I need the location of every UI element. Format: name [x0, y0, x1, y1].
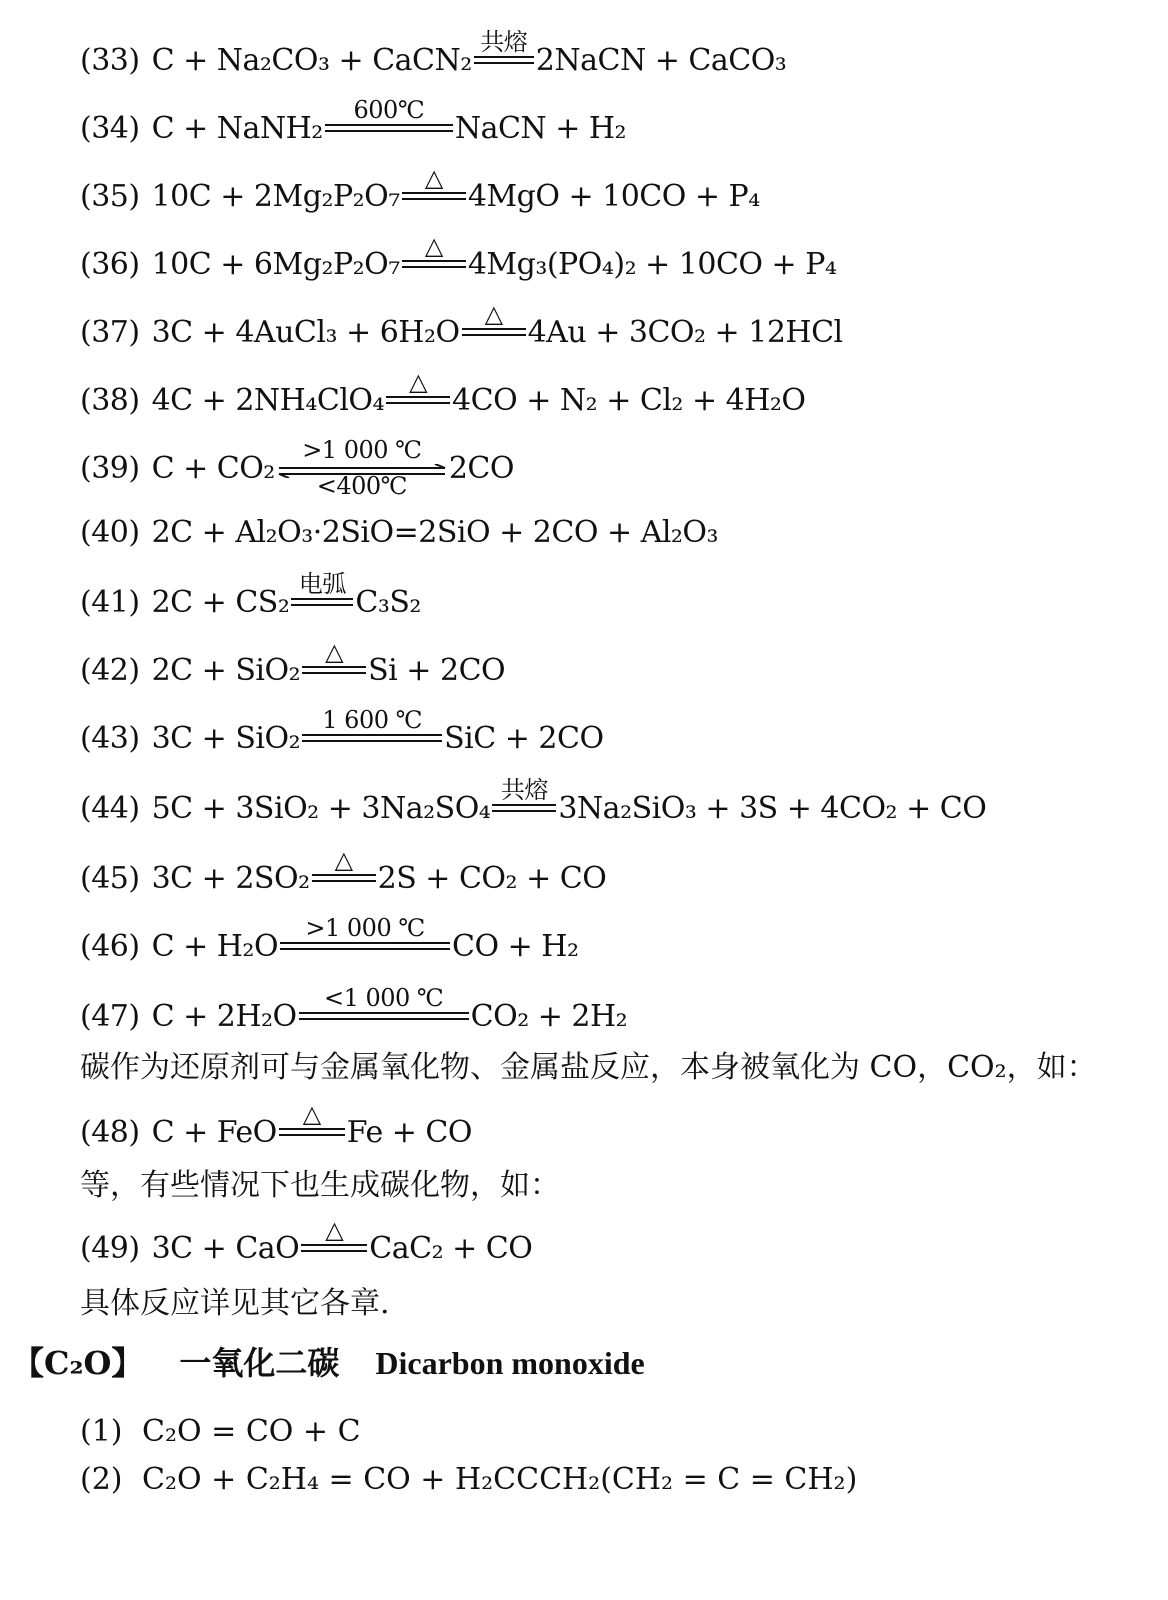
products: SiC + 2CO	[444, 720, 604, 756]
reaction-arrow	[302, 640, 366, 700]
products: 4Au + 3CO₂ + 12HCl	[527, 314, 843, 350]
reaction-number: (2)	[80, 1462, 123, 1497]
reaction-condition: △	[424, 164, 443, 192]
paragraph-reducing-agent: 碳作为还原剂可与金属氧化物、金属盐反应，本身被氧化为 CO，CO₂，如：	[80, 1050, 1097, 1085]
reaction-arrow	[402, 166, 466, 226]
reaction-number: (41)	[80, 584, 140, 620]
reaction-number: (46)	[80, 928, 140, 964]
reaction-condition: △	[325, 1216, 344, 1244]
reactants: 4C + 2NH₄ClO₄	[151, 382, 385, 418]
reaction-number: (36)	[80, 246, 140, 282]
equals-sign: =	[393, 514, 419, 550]
reaction-number: (45)	[80, 860, 140, 896]
reaction-number: (40)	[80, 514, 140, 550]
section-name-en: Dicarbon monoxide	[375, 1345, 645, 1381]
reaction-row	[80, 916, 579, 976]
reaction-row	[80, 848, 606, 908]
reaction-arrow	[402, 234, 466, 294]
reactants: 3C + 4AuCl₃ + 6H₂O	[151, 314, 460, 350]
reaction-number: (33)	[80, 42, 140, 78]
products: 4Mg₃(PO₄)₂ + 10CO + P₄	[467, 246, 837, 282]
reaction-arrow	[462, 302, 526, 362]
c2o-reaction-2	[80, 1462, 857, 1497]
reaction-condition: △	[409, 368, 428, 396]
reactants: C + FeO	[151, 1114, 277, 1150]
reaction-arrow	[279, 1102, 345, 1162]
reactants: 2C + CS₂	[151, 584, 290, 620]
equals-sign	[302, 666, 366, 674]
reaction-row	[80, 438, 514, 498]
reaction-condition: >1 000 ℃	[305, 914, 425, 942]
reaction-row	[80, 708, 604, 768]
reaction-condition: △	[302, 1100, 321, 1128]
reaction-number: (1)	[80, 1414, 123, 1449]
products: 4CO + N₂ + Cl₂ + 4H₂O	[452, 382, 806, 418]
equals-sign	[462, 328, 526, 336]
reactants: C + H₂O	[151, 928, 279, 964]
reactants: 10C + 2Mg₂P₂O₇	[151, 178, 400, 214]
products: CO + H₂	[452, 928, 579, 964]
reaction-number: (34)	[80, 110, 140, 146]
reaction-number: (35)	[80, 178, 140, 214]
products: 2CO	[448, 450, 514, 486]
reaction-arrow	[474, 30, 534, 90]
reaction-row	[80, 98, 626, 158]
reactants: C + NaNH₂	[151, 110, 323, 146]
reactants: C + Na₂CO₃ + CaCN₂	[151, 42, 472, 78]
reaction-row	[80, 302, 843, 362]
reaction-49	[80, 1218, 532, 1278]
reaction-number: (47)	[80, 998, 140, 1034]
reactants: 3C + SiO₂	[151, 720, 301, 756]
equals-sign	[492, 804, 556, 812]
products: 3Na₂SiO₃ + 3S + 4CO₂ + CO	[558, 790, 987, 826]
reaction-number: (38)	[80, 382, 140, 418]
products: Fe + CO	[346, 1114, 472, 1150]
reaction-row	[80, 370, 806, 430]
reaction-arrow	[302, 708, 442, 768]
reaction-text: C₂O + C₂H₄ = CO + H₂CCCH₂(CH₂ = C = CH₂)	[142, 1462, 858, 1497]
reaction-condition: 1 600 ℃	[322, 706, 422, 734]
products: CaC₂ + CO	[369, 1230, 533, 1266]
reaction-condition: △	[334, 846, 353, 874]
reaction-row	[80, 778, 986, 838]
reaction-condition: 共熔	[500, 776, 548, 804]
equals-sign	[299, 1012, 469, 1020]
reaction-condition: 共熔	[480, 28, 528, 56]
c2o-reaction-1	[80, 1414, 361, 1449]
reaction-row	[80, 572, 421, 632]
reactants: 2C + Al₂O₃·2SiO	[151, 514, 394, 550]
products: 2S + CO₂ + CO	[377, 860, 607, 896]
equals-sign	[279, 1128, 345, 1136]
section-formula: 【C₂O】	[12, 1344, 144, 1382]
equals-sign	[302, 734, 442, 742]
reaction-arrow	[492, 778, 556, 838]
reaction-number: (49)	[80, 1230, 140, 1266]
equals-sign	[280, 942, 450, 950]
equals-sign	[325, 124, 453, 132]
reaction-number: (37)	[80, 314, 140, 350]
reactants: 3C + 2SO₂	[151, 860, 310, 896]
reaction-arrow	[299, 986, 469, 1046]
paragraph-carbide: 等，有些情况下也生成碳化物，如：	[80, 1168, 560, 1203]
reaction-condition: 600℃	[353, 96, 425, 124]
reaction-condition: △	[484, 300, 503, 328]
products: 4MgO + 10CO + P₄	[467, 178, 760, 214]
equals-sign	[474, 56, 534, 64]
reaction-row	[80, 640, 505, 700]
reaction-row	[80, 30, 786, 90]
products: C₃S₂	[355, 584, 421, 620]
products: Si + 2CO	[368, 652, 506, 688]
reactants: 3C + CaO	[151, 1230, 300, 1266]
reaction-number: (43)	[80, 720, 140, 756]
reaction-condition: 电弧	[298, 570, 346, 598]
reaction-number: (42)	[80, 652, 140, 688]
reaction-text: C₂O = CO + C	[142, 1414, 361, 1449]
equals-sign	[312, 874, 376, 882]
reaction-condition: >1 000 ℃	[302, 436, 422, 464]
section-heading	[12, 1338, 645, 1384]
reactants: 2C + SiO₂	[151, 652, 301, 688]
reaction-arrow	[291, 572, 353, 632]
reaction-48	[80, 1102, 472, 1162]
equals-sign	[402, 260, 466, 268]
reactants: 10C + 6Mg₂P₂O₇	[151, 246, 400, 282]
reaction-arrow	[325, 98, 453, 158]
reaction-number: (48)	[80, 1114, 140, 1150]
section-name-zh: 一氧化二碳	[179, 1344, 340, 1382]
equals-sign	[386, 396, 450, 404]
products: 2SiO + 2CO + Al₂O₃	[418, 514, 719, 550]
products: CO₂ + 2H₂	[470, 998, 628, 1034]
reactants: 5C + 3SiO₂ + 3Na₂SO₄	[151, 790, 491, 826]
reaction-row	[80, 234, 836, 294]
equals-sign	[402, 192, 466, 200]
reaction-arrow	[280, 916, 450, 976]
equilibrium-arrows	[277, 464, 447, 471]
reaction-arrow	[312, 848, 376, 908]
reaction-condition: △	[424, 232, 443, 260]
reaction-arrow	[386, 370, 450, 430]
reaction-condition: △	[325, 638, 344, 666]
reaction-condition-below: <400℃	[316, 472, 407, 500]
paragraph-see-chapters: 具体反应详见其它各章.	[80, 1286, 390, 1321]
products: 2NaCN + CaCO₃	[535, 42, 787, 78]
reaction-condition: <1 000 ℃	[323, 984, 444, 1012]
reactants: C + CO₂	[151, 450, 275, 486]
reaction-arrow	[301, 1218, 367, 1278]
reaction-number: (39)	[80, 450, 140, 486]
reactants: C + 2H₂O	[151, 998, 297, 1034]
reaction-row	[80, 502, 718, 562]
equals-sign	[301, 1244, 367, 1252]
reaction-row	[80, 986, 627, 1046]
reaction-number: (44)	[80, 790, 140, 826]
reversible-arrow	[277, 438, 447, 498]
products: NaCN + H₂	[454, 110, 627, 146]
reaction-row	[80, 166, 760, 226]
equals-sign	[291, 598, 353, 606]
